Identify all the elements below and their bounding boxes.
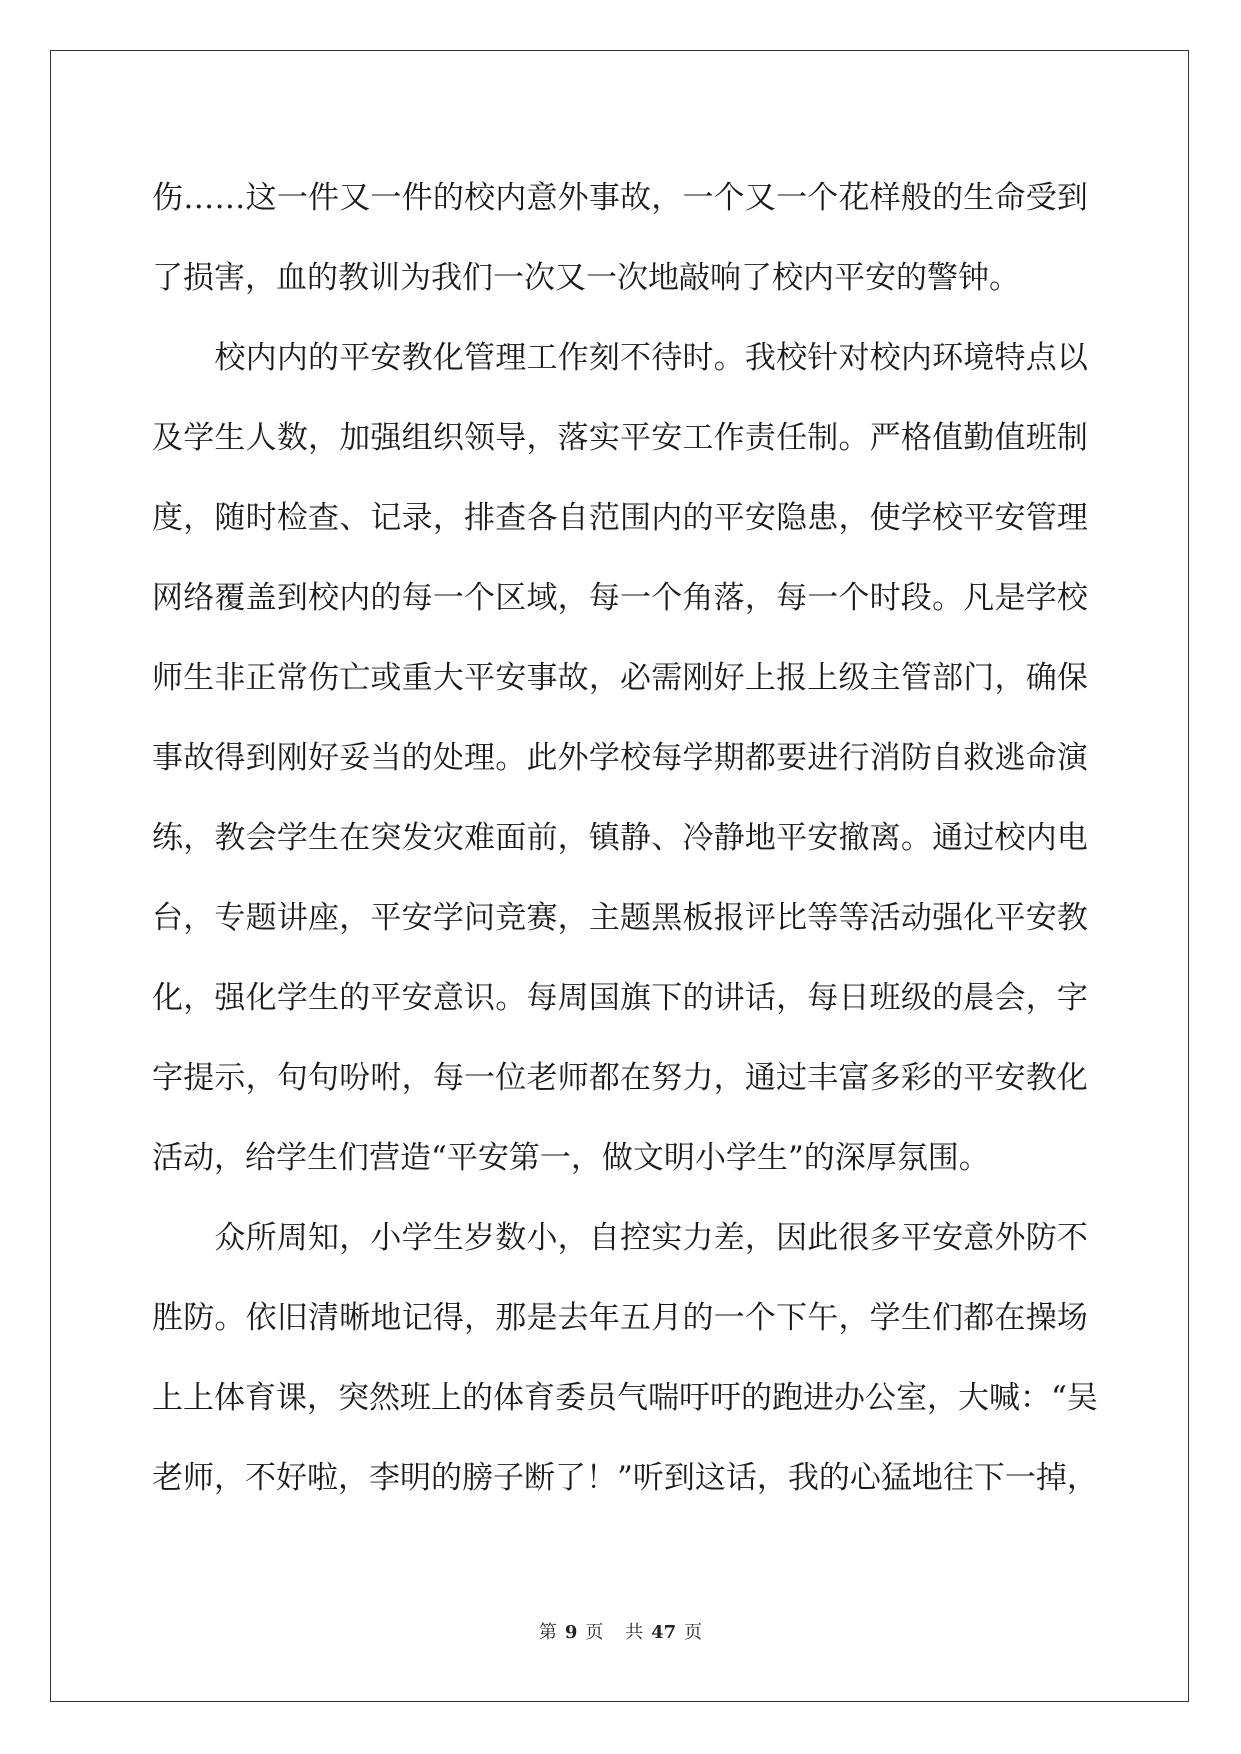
text-line: 事 故 得 到 刚 好 妥 当 的 处 理 。 此 外 学 校 每 学 期 都 要 进 行 消 防 自 救 逃 命 演 [152, 740, 1088, 776]
text-line: 度 ， 随 时 检 查 、 记 录 ， 排 查 各 自 范 围 内 的 平 安 隐 患 ， 使 学 校 平 安 管 理 [152, 500, 1088, 536]
text-line: 众 所 周 知 ， 小 学 生 岁 数 小 ， 自 控 实 力 差 ， 因 此 很 多 平 安 意 外 防 不 [214, 1220, 1088, 1256]
text-line: 校 内 内 的 平 安 教 化 管 理 工 作 刻 不 待 时 。 我 校 针 对 校 内 环 境 特 点 以 [214, 340, 1088, 376]
footer-page-label: 第 9 页 [538, 1622, 604, 1643]
text-line: 台 ， 专 题 讲 座 ， 平 安 学 问 竞 赛 ， 主 题 黑 板 报 评 比 等 等 活 动 强 化 平 安 教 [152, 900, 1088, 936]
text-line: 网 络 覆 盖 到 校 内 的 每 一 个 区 域 ， 每 一 个 角 落 ， 每 一 个 时 段 。 凡 是 学 校 [152, 580, 1088, 616]
text-line: 了损害，血的教训为我们一次又一次地敲响了校内平安的警钟。 [152, 260, 1020, 296]
text-line: 练 ， 教 会 学 生 在 突 发 灾 难 面 前 ， 镇 静 、 冷 静 地 平 安 撤 离 。 通 过 校 内 电 [152, 820, 1088, 856]
text-line: 师 生 非 正 常 伤 亡 或 重 大 平 安 事 故 ， 必 需 刚 好 上 报 上 级 主 管 部 门 ， 确 保 [152, 660, 1088, 696]
document-body [152, 158, 1098, 1518]
text-line: 化 ， 强 化 学 生 的 平 安 意 识 。 每 周 国 旗 下 的 讲 话 ， 每 日 班 级 的 晨 会 ， 字 [152, 980, 1088, 1016]
text-line: 及 学 生 人 数 ， 加 强 组 织 领 导 ， 落 实 平 安 工 作 责 任 制 。 严 格 值 勤 值 班 制 [152, 420, 1088, 456]
total-page-number: 47 [651, 1622, 677, 1643]
text-line: 活动，给学生们营造“平安第一，做文明小学生”的深厚氛围。 [152, 1140, 990, 1176]
text-line: 上 上 体 育 课 ， 突 然 班 上 的 体 育 委 员 气 喘 吁 吁 的 跑 进 办 公 室 ， 大 喊 ： “ 吴 [152, 1380, 1098, 1416]
page-footer [0, 1618, 1241, 1644]
current-page-number: 9 [564, 1622, 578, 1643]
text-line: 字 提 示 ， 句 句 吩 咐 ， 每 一 位 老 师 都 在 努 力 ， 通 过 丰 富 多 彩 的 平 安 教 化 [152, 1060, 1088, 1096]
text-line: 胜 防 。 依 旧 清 晰 地 记 得 ， 那 是 去 年 五 月 的 一 个 下 午 ， 学 生 们 都 在 操 场 [152, 1300, 1088, 1336]
text-line: 老 师 ， 不 好 啦 ， 李 明 的 膀 子 断 了 ！ ” 听 到 这 话 ， 我 的 心 猛 地 往 下 一 掉 ， [152, 1460, 1098, 1496]
footer-total-label: 共 47 页 [625, 1622, 703, 1643]
text-line: 伤 … … 这 一 件 又 一 件 的 校 内 意 外 事 故 ， 一 个 又 一 个 花 样 般 的 生 命 受 到 [152, 180, 1088, 216]
